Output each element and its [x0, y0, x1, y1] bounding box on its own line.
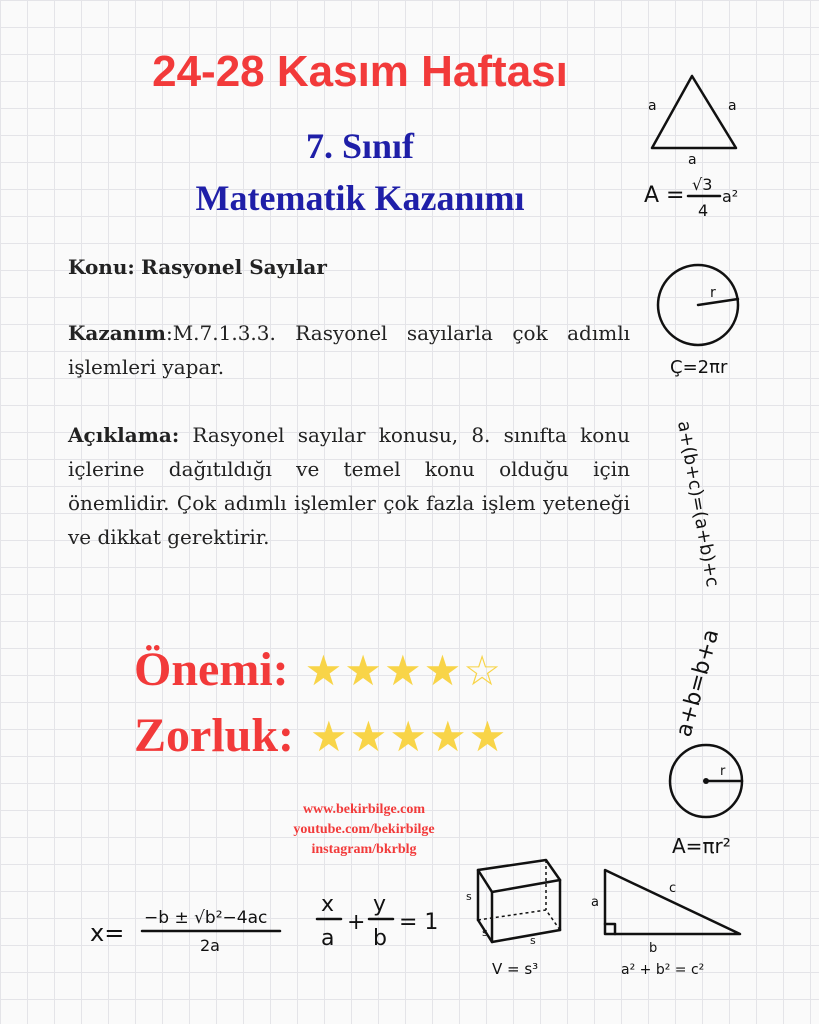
outcome-label: Kazanım: [68, 321, 166, 345]
cube-bottom-edges: [478, 920, 560, 942]
website-link[interactable]: www.bekirbilge.com: [302, 802, 426, 817]
cube-top-face: [478, 860, 560, 892]
pythagoras-doodle: [585, 860, 765, 980]
cube-hidden-edges: [478, 910, 560, 930]
quadratic-formula-doodle: [90, 895, 290, 965]
radius-line: [698, 299, 738, 305]
intercept-y: y: [373, 892, 387, 917]
triangle-side-bottom: a: [688, 152, 697, 168]
topic-label: Konu:: [68, 255, 135, 279]
importance-label: Önemi:: [134, 643, 289, 696]
importance-stars-icon: ★★★★☆: [304, 646, 503, 695]
right-triangle-c: c: [669, 881, 677, 896]
intercept-equals: = 1: [399, 910, 439, 935]
distributive-doodle: [660, 410, 750, 600]
intercept-a: a: [321, 926, 335, 951]
right-triangle-a: a: [591, 895, 599, 910]
page-title: 24-28 Kasım Haftası: [152, 47, 568, 96]
cube-side-label-2: s: [482, 926, 488, 939]
youtube-link[interactable]: youtube.com/bekirbilge: [293, 822, 435, 837]
topic-line: [68, 250, 630, 284]
associative-formula: a+(b+c)=(a+b)+c: [673, 419, 723, 589]
cube-side-label-1: s: [466, 890, 472, 903]
intercept-formula-doodle: [315, 885, 445, 965]
circle-area-radius-label: r: [720, 764, 726, 779]
pythagoras-formula: a² + b² = c²: [621, 962, 705, 978]
triangle-side-right: a: [728, 98, 737, 114]
cube-side-label-3: s: [530, 934, 536, 947]
subject-heading: Matematik Kazanımı: [195, 178, 525, 218]
triangle-formula-doodle: [630, 60, 780, 230]
equilateral-triangle-icon: [652, 76, 736, 148]
cube-doodle: [462, 852, 572, 982]
circle-radius-label: r: [710, 285, 716, 301]
commutative-doodle: [660, 610, 750, 750]
triangle-area-lhs: A =: [644, 183, 685, 208]
instagram-link[interactable]: instagram/bkrblg: [311, 842, 417, 857]
difficulty-stars-icon: ★★★★★: [310, 712, 509, 761]
commutative-formula: a+b=b+a: [671, 626, 725, 740]
circumference-doodle: [640, 255, 760, 385]
outcome-value: :M.7.1.3.3. Rasyonel sayılarla çok adımlı işlemleri yapar.: [68, 321, 630, 379]
right-angle-mark: [605, 924, 615, 934]
importance-rating: [134, 640, 503, 701]
right-triangle-icon: [605, 870, 740, 934]
cube-volume-formula: V = s³: [492, 960, 539, 978]
topic-value: Rasyonel Sayılar: [141, 255, 327, 279]
right-triangle-b: b: [649, 941, 658, 956]
description-label: Açıklama:: [68, 423, 180, 447]
circle-area-formula: A=πr²: [672, 834, 731, 858]
grade-heading: 7. Sınıf: [305, 126, 415, 166]
difficulty-label: Zorluk:: [134, 709, 295, 762]
quadratic-numerator: −b ± √b²−4ac: [144, 908, 268, 928]
quadratic-denominator: 2a: [200, 936, 220, 955]
intercept-x: x: [321, 892, 335, 917]
triangle-side-left: a: [648, 98, 657, 114]
intercept-plus: +: [347, 910, 366, 935]
quadratic-lhs: x=: [90, 919, 125, 947]
description-value: Rasyonel sayılar konusu, 8. sınıfta konu içlerine dağıtıldığı ve temel konu olduğu için önemlidir. Çok adımlı işlemler çok fazla işlem yeteneği ve dikkat gerektirir.: [68, 423, 630, 549]
difficulty-rating: [134, 706, 508, 767]
triangle-area-rhs: a²: [722, 187, 739, 206]
outcome-paragraph: [68, 316, 630, 384]
triangle-area-numerator: √3: [692, 175, 713, 194]
description-paragraph: [68, 418, 630, 554]
triangle-area-denominator: 4: [698, 201, 709, 220]
intercept-b: b: [373, 926, 387, 951]
circumference-formula: Ç=2πr: [670, 357, 728, 378]
circle-area-doodle: [650, 735, 770, 865]
